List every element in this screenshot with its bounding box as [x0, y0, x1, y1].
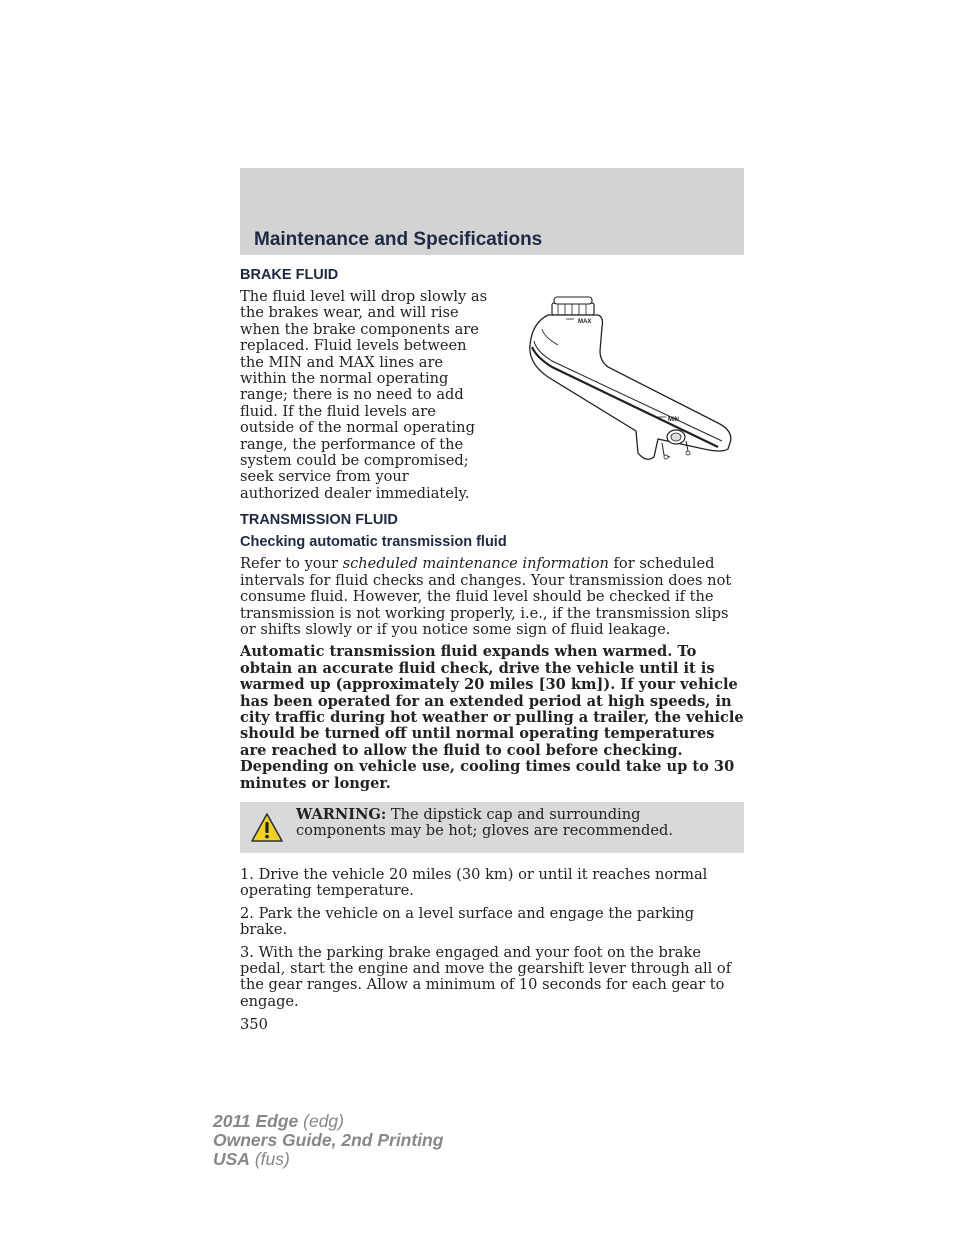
footer-line-3: [213, 1150, 443, 1169]
brake-reservoir-illustration: [508, 293, 744, 463]
transmission-fluid-heading: TRANSMISSION FLUID: [240, 512, 398, 529]
step-1: 1. Drive the vehicle 20 miles (30 km) or until it reaches normal operating temperature.: [240, 865, 708, 900]
fluid-expansion-notice: Automatic transmission fluid expands when warmed. To obtain an accurate fluid check, drive the vehicle until it is warmed up (approximately 20 miles [30 km]). If your vehicle has been operated for an extended period at high speeds, in city traffic during hot weather or pulling a trailer, the vehicle should be turned off until normal operating temperatures are reached to allow the fluid to cool before checking. Depending on vehicle use, cooling times could take up to 30 minutes or longer.: [240, 643, 744, 792]
scheduled-maintenance-reference: scheduled maintenance information: [342, 555, 609, 573]
footer-region-code: (fus): [249, 1149, 290, 1169]
intro-text-end: for scheduled intervals for fluid checks and changes. Your transmission does not consume fluid. However, the fluid level should be checked if the transmission is not working properly, i.e., if the transmission slips or shifts slowly or if you notice some sign of fluid leakage.: [240, 555, 732, 638]
step-2: 2. Park the vehicle on a level surface and engage the parking brake.: [240, 904, 695, 939]
warning-triangle-icon: [250, 811, 284, 845]
warning-message: The dipstick cap and surrounding components may be hot; gloves are recommended.: [296, 805, 674, 840]
max-label: MAX: [578, 319, 592, 325]
checking-transmission-subheading: Checking automatic transmission fluid: [240, 534, 507, 551]
brake-fluid-body: The fluid level will drop slowly as the brakes wear, and will rise when the brake components are replaced. Fluid levels between the MIN and MAX lines are within the normal operating range; there is no need to add fluid. If the fluid levels are outside of the normal operating range, the performance of the system could be compromised; seek service from your authorized dealer immediately.: [240, 288, 488, 502]
step-3: 3. With the parking brake engaged and your foot on the brake pedal, start the engine and move the gearshift lever through all of the gear ranges. Allow a minimum of 10 seconds for each gear to engage.: [240, 943, 732, 1010]
min-label: MIN: [668, 417, 679, 423]
page-number: 350: [240, 1016, 268, 1034]
page-content: [240, 265, 744, 1033]
warning-box: [240, 802, 744, 853]
brake-fluid-text: [240, 289, 492, 502]
transmission-intro: [240, 556, 744, 638]
section-header-band: [240, 168, 744, 255]
brake-fluid-heading: BRAKE FLUID: [240, 267, 339, 283]
footer-region: USA: [213, 1149, 250, 1169]
footer-model: 2011 Edge: [213, 1111, 299, 1131]
section-title: Maintenance and Specifications: [254, 229, 543, 250]
footer-line-1: [213, 1112, 443, 1131]
footer-line-2: Owners Guide, 2nd Printing: [213, 1130, 444, 1150]
document-footer: [213, 1112, 443, 1169]
warning-label: WARNING:: [296, 805, 387, 823]
reservoir-cap: [552, 297, 594, 315]
warning-text: [296, 807, 730, 840]
intro-text-start: Refer to your: [240, 555, 343, 573]
brake-fluid-section: [240, 289, 744, 502]
footer-model-code: (edg): [298, 1111, 344, 1131]
